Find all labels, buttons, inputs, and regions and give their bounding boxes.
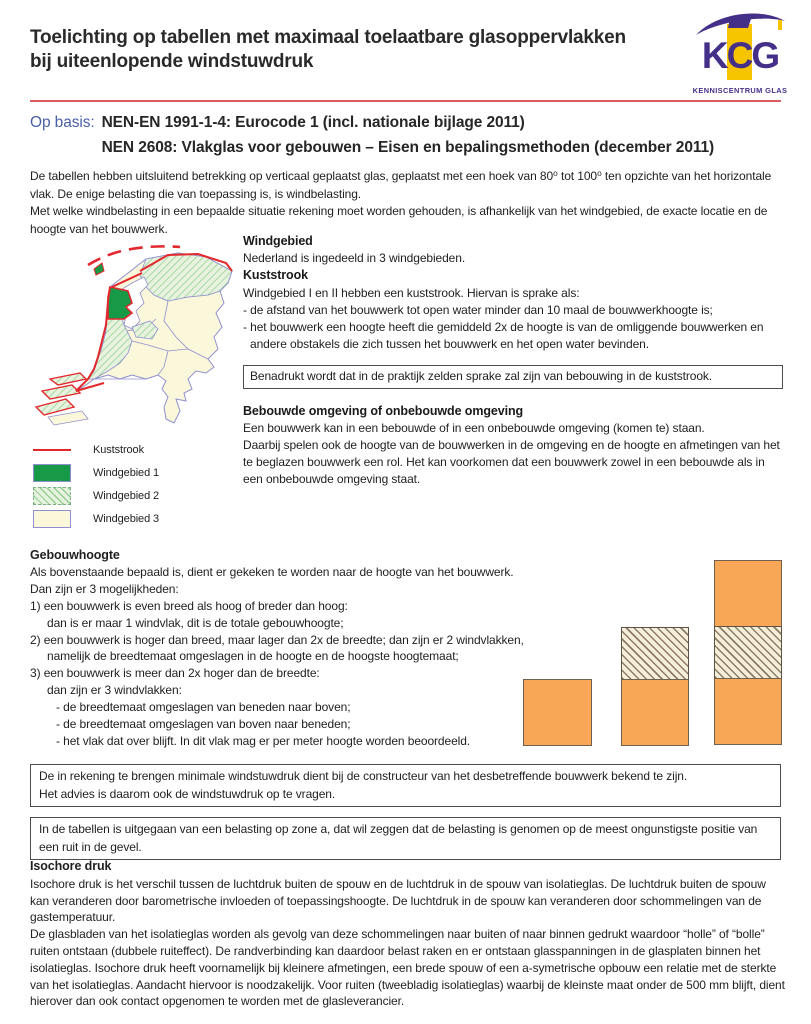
text-line: 3) een bouwwerk is meer dan 2x hoger dan de breedte: — [30, 666, 320, 681]
isochore-section — [30, 858, 786, 1010]
basis-label: Op basis: — [30, 114, 95, 131]
windgebied3-swatch — [33, 510, 71, 528]
text-line: 1) een bouwwerk is even breed als hoog of breder dan hoog: — [30, 598, 348, 613]
windvlak-segment-hatched — [714, 626, 782, 679]
zeeland-islands — [36, 373, 88, 425]
isochore-paragraph-2: De glasbladen van het isolatieglas worden als gevolg van deze schommelingen naar buiten of naar binnen gedrukt waardoor “holle” of “bolle” ruiten ontstaan (dubbele ruiteffect). De randverbinding kan daardoor belast raken en er ontstaan glasspanningen in de glasplaten binnen het isolatieglas. Isochore druk heeft voornamelijk bij kleinere afmetingen, een brede spouw of een a-symetrische opbouw een relatie met de sterkte van het isolatieglas. Aandacht hiervoor is noodzakelijk. Voor ruiten (tweebladig isolatieglas) waarbij de kleinste maat onder de 500 mm blijft, dient hierover dan ook contact opgenomen te worden met de glasleverancier. — [30, 927, 785, 1009]
text-line: - de breedtemaat omgeslagen van beneden naar boven; — [56, 700, 351, 715]
logo-subtitle: KENNISCENTRUM GLAS — [692, 86, 788, 95]
basis-reference-2: NEN 2608: Vlakglas voor gebouwen – Eisen en bepalingsmethoden (december 2011) — [101, 139, 715, 156]
bebouwde-paragraph-2: Daarbij spelen ook de hoogte van de bouwwerken in de omgeving en de hoogte en afmetingen van het te beglazen bouwwerk een rol. Het kan voorkomen dat een bouwwerk zowel in een bebouwde als in een onbebouwde omgeving staat. — [243, 438, 780, 487]
text-line: dan is er maar 1 windvlak, dit is de totale gebouwhoogte; — [47, 615, 344, 630]
legend-row-windgebied3 — [33, 507, 233, 530]
texel-island — [94, 263, 104, 275]
text-line: Als bovenstaande bepaald is, dient er gekeken te worden naar de hoogte van het bouwwerk. — [30, 564, 514, 579]
building-3 — [714, 560, 782, 745]
windvlak-segment-orange — [621, 679, 689, 746]
text-line: namelijk de breedtemaat omgeslagen in de hoogte en de hoogste hoogtemaat; — [47, 649, 459, 664]
intro-paragraph-2: Met welke windbelasting in een bepaalde situatie rekening moet worden gehouden, is afhankelijk van het windgebied, de exacte locatie en de hoogte van het bouwwerk. — [30, 204, 768, 236]
text-line: dan zijn er 3 windvlakken: — [47, 683, 182, 698]
kcg-logo — [690, 8, 790, 98]
text-line: - de breedtemaat omgeslagen van boven naar beneden; — [56, 717, 351, 732]
kuststrook-line: Windgebied I en II hebben een kuststrook. Hiervan is sprake als: — [243, 285, 580, 300]
text-line: Dan zijn er 3 mogelijkheden: — [30, 581, 179, 596]
windvlak-segment-orange — [714, 678, 782, 745]
windstuwdruk-note-line1: De in rekening te brengen minimale windstuwdruk dient bij de constructeur van het desbetreffende bouwwerk bekend te zijn. — [39, 769, 688, 783]
kuststrook-note-box — [243, 365, 783, 388]
windvlak-segment-hatched — [621, 627, 689, 680]
windvlak-segment-orange — [523, 679, 592, 746]
kcg-logo-graphic — [690, 8, 790, 98]
isochore-paragraph-1: Isochore druk is het verschil tussen de luchtdruk buiten de spouw en de luchtdruk in de spouw van isolatieglas. De luchtdruk buiten de spouw kan veranderen door barometrische invloeden of toepassingshoogte. De luchtdruk in de spouw kan veranderen door schommelingen van de gastemperatuur. — [30, 876, 766, 925]
legend-label: Kuststrook — [93, 443, 144, 456]
basis-section — [30, 110, 781, 160]
map-legend — [33, 438, 233, 530]
legend-row-windgebied2 — [33, 484, 233, 507]
building-diagram — [500, 550, 790, 750]
kuststrook-note-text: Benadrukt wordt dat in de praktijk zelden sprake zal zijn van bebouwing in de kuststrook. — [250, 369, 713, 384]
kuststrook-bullet: - de afstand van het bouwwerk tot open water minder dan 10 maal de bouwwerkhoogte is; — [243, 302, 713, 317]
legend-label: Windgebied 3 — [93, 512, 160, 525]
building-2 — [621, 627, 689, 746]
legend-label: Windgebied 2 — [93, 489, 160, 502]
legend-label: Windgebied 1 — [93, 466, 160, 479]
windgebied1-swatch — [33, 464, 71, 482]
text-line: 2) een bouwwerk is hoger dan breed, maar lager dan 2x de breedte; dan zijn er 2 windvlakken, — [30, 632, 524, 647]
logo-text: KCG — [701, 35, 779, 76]
windgebied-text: Nederland is ingedeeld in 3 windgebieden. — [243, 251, 466, 266]
text-line: - het vlak dat over blijft. In dit vlak mag er per meter hoogte worden beoordeeld. — [56, 733, 471, 748]
building-1 — [523, 679, 592, 746]
legend-row-kuststrook — [33, 438, 233, 461]
windvlak-segment-orange — [714, 560, 782, 627]
windstuwdruk-note-line2: Het advies is daarom ook de windstuwdruk op te vragen. — [39, 786, 336, 801]
logo-tassel — [778, 20, 782, 30]
intro-paragraph-1: De tabellen hebben uitsluitend betrekking op verticaal geplaatst glas, geplaatst met een hoek van 80⁰ tot 100⁰ ten opzichte van het horizontale vlak. De enige belasting die van toepassing is, is windbelasting. — [30, 169, 772, 201]
basis-reference-1: NEN-EN 1991-1-4: Eurocode 1 (incl. nationale bijlage 2011) — [101, 114, 525, 131]
zone-note-box — [30, 817, 781, 860]
windstuwdruk-note-box — [30, 764, 781, 807]
windgebied1-region — [108, 287, 132, 319]
bebouwde-heading: Bebouwde omgeving of onbebouwde omgeving — [243, 403, 524, 418]
page-title-line1: Toelichting op tabellen met maximaal toelaatbare glasoppervlakken — [30, 27, 626, 48]
kuststrook-line-swatch — [33, 449, 71, 451]
netherlands-map — [28, 241, 240, 428]
kuststrook-bullet: - het bouwwerk een hoogte heeft die gemiddeld 2x de hoogte is van de omliggende bouwwerken en andere obstakels die zich tussen het bouwwerk en het open water bevinden. — [243, 320, 764, 352]
netherlands-map-graphic — [28, 241, 240, 428]
windgebied-heading: Windgebied — [243, 234, 313, 248]
windgebied2-swatch — [33, 487, 71, 505]
page-title — [30, 26, 670, 74]
legend-row-windgebied1 — [33, 461, 233, 484]
bebouwde-paragraph-1: Een bouwwerk kan in een bebouwde of in een onbebouwde omgeving (komen te) staan. — [243, 420, 705, 435]
intro-section — [30, 168, 782, 238]
header-divider — [30, 100, 781, 102]
kuststrook-heading: Kuststrook — [243, 268, 308, 283]
right-column — [243, 233, 783, 489]
isochore-heading: Isochore druk — [30, 859, 112, 873]
page-title-line2: bij uiteenlopende windstuwdruk — [30, 51, 314, 72]
basis-references — [102, 110, 715, 160]
gebouwhoogte-heading: Gebouwhoogte — [30, 548, 120, 562]
zone-note-text: In de tabellen is uitgegaan van een belasting op zone a, dat wil zeggen dat de belasting is genomen op de meest ongunstigste positie van een ruit in de gevel. — [39, 822, 758, 854]
